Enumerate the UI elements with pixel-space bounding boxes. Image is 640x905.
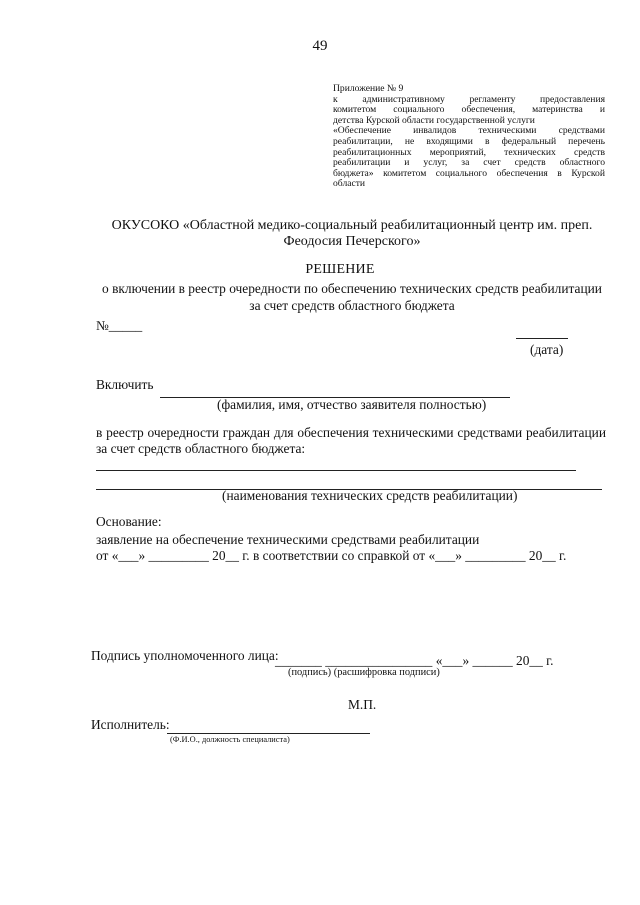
appendix-line: реабилитационных мероприятий, технических средств — [333, 146, 605, 158]
document-subtitle: о включении в реестр очередности по обеспечению технических средств реабилитации за счет средств областного бюджета — [102, 281, 602, 313]
document-title: РЕШЕНИЕ — [305, 262, 375, 277]
appendix-header — [333, 84, 605, 190]
signature-label: Подпись уполномоченного лица: — [91, 648, 279, 663]
page-number: 49 — [312, 38, 328, 54]
applicant-name-caption: (фамилия, имя, отчество заявителя полностью) — [217, 397, 487, 412]
date-underline — [516, 338, 568, 339]
appendix-line: реабилитации, не входящими в федеральный перечень — [333, 135, 605, 147]
include-label: Включить — [96, 377, 154, 392]
organization-name: ОКУСОКО «Областной медико-социальный реабилитационный центр им. преп. Феодосия Печерского» — [111, 218, 593, 249]
executor-label: Исполнитель: — [91, 717, 170, 732]
signature-fields: _______ ________________ «___» ______ 20__ г. — [275, 653, 554, 668]
appendix-line: бюджета» комитетом социального обеспечения в Курской — [333, 167, 605, 179]
number-field: №_____ — [96, 318, 143, 333]
basis-dates: от «___» _________ 20__ г. в соответствии со справкой от «___» _________ 20__ г. — [96, 548, 567, 563]
tsr-caption: (наименования технических средств реабилитации) — [222, 488, 518, 503]
registry-text-line-2: за счет средств областного бюджета: — [96, 441, 306, 456]
basis-text: заявление на обеспечение техническими средствами реабилитации — [96, 532, 480, 547]
appendix-line: детства Курской области государственной услуги — [333, 114, 535, 126]
stamp-place: М.П. — [348, 697, 377, 712]
appendix-line: Приложение № 9 — [333, 83, 404, 94]
date-caption: (дата) — [530, 342, 564, 357]
signature-caption: (подпись) (расшифровка подписи) — [288, 667, 440, 678]
tsr-underline-1 — [96, 470, 576, 471]
appendix-line: комитетом социального обеспечения, материнства и — [333, 104, 605, 116]
executor-caption: (Ф.И.О., должность специалиста) — [170, 735, 290, 744]
appendix-line: реабилитации и услуг, за счет средств областного — [333, 157, 605, 169]
basis-label: Основание: — [96, 514, 162, 529]
registry-text-line-1: в реестр очередности граждан для обеспечения техническими средствами реабилитации — [96, 425, 606, 440]
appendix-line: области — [333, 178, 366, 190]
appendix-line: «Обеспечение инвалидов техническими средствами — [333, 125, 605, 137]
appendix-line: к административному регламенту предоставления — [333, 93, 605, 105]
executor-underline — [167, 733, 370, 734]
